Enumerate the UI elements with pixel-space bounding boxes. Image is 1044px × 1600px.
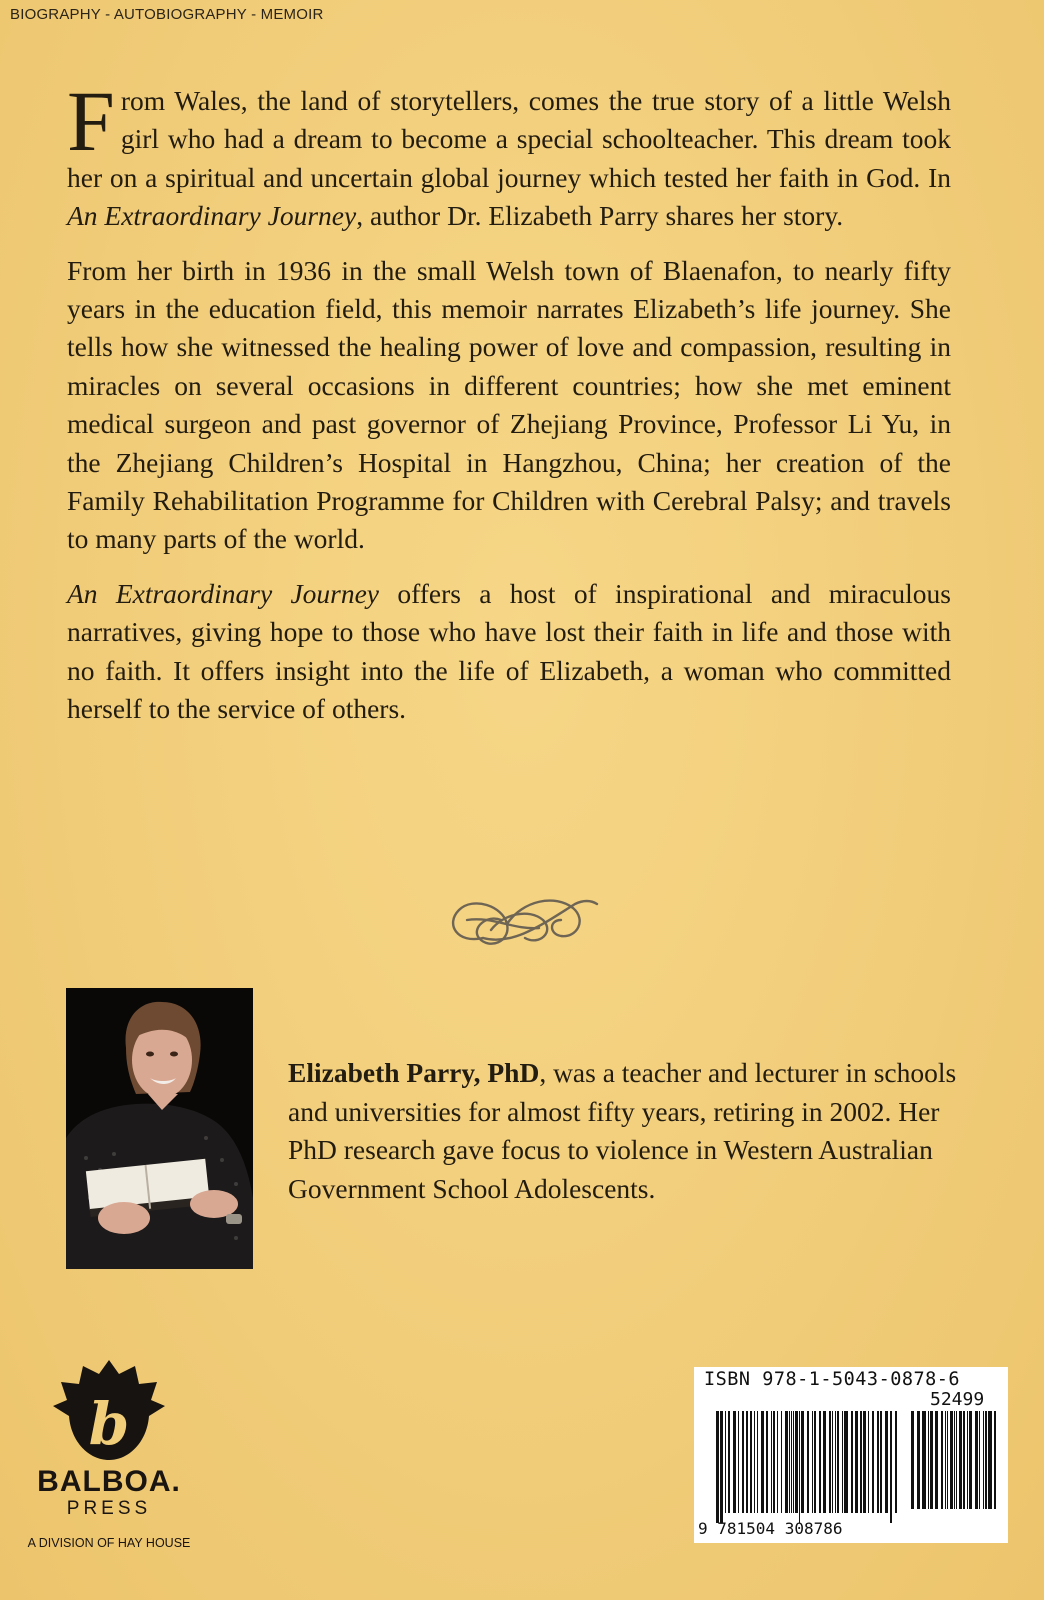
- author-portrait-image: [66, 988, 253, 1269]
- back-cover-blurb: [67, 73, 951, 745]
- isbn-barcode: [694, 1367, 1008, 1543]
- blurb-paragraph-1: [67, 73, 951, 236]
- book-title-ref: An Extraordinary Journey: [67, 200, 357, 232]
- publisher-name: BALBOA.: [37, 1465, 181, 1498]
- addon-barcode-bars: [909, 1411, 999, 1519]
- isbn-number: ISBN 978-1-5043-0878-6: [704, 1369, 961, 1390]
- blurb-p3-text: offers a host of inspirational and miraculous narratives, giving hope to those who have lost their faith in life and those with no faith. It offers insight into the life of Elizabeth, a woman who committed herself to the service of others.: [67, 577, 951, 725]
- book-title-ref: An Extraordinary Journey: [67, 577, 380, 609]
- publisher-block: [14, 1360, 204, 1550]
- author-photo: [66, 988, 253, 1269]
- publisher-division: A DIVISION OF HAY HOUSE: [27, 1536, 191, 1550]
- category-label: BIOGRAPHY - AUTOBIOGRAPHY - MEMOIR: [10, 6, 324, 23]
- blurb-p1-text-a: rom Wales, the land of storytellers, comes the true story of a little Welsh girl who had a dream to become a special schoolteacher. This dream took her on a spiritual and uncertain global journey which tested her faith in God. In: [67, 85, 951, 193]
- drop-cap: F: [67, 73, 115, 169]
- author-name: Elizabeth Parry, PhD: [288, 1057, 540, 1088]
- price-code: 52499: [930, 1389, 985, 1410]
- ean-digits: 9 781504 308786: [698, 1519, 843, 1538]
- blurb-p1-text-b: , author Dr. Elizabeth Parry shares her story.: [356, 200, 844, 232]
- flourish-ornament-icon: [443, 880, 603, 960]
- author-bio-text: , was a teacher and lecturer in schools and universities for almost fifty years, retiring in 2002. Her PhD research gave focus to violence in Western Australian Government School Adolescents.: [288, 1057, 957, 1204]
- publisher-logo-letter: b: [88, 1390, 130, 1458]
- ean-barcode-bars: [714, 1411, 900, 1523]
- lotus-logo-icon: [53, 1360, 165, 1464]
- author-bio: [288, 1054, 970, 1208]
- blurb-paragraph-3: [67, 575, 951, 729]
- publisher-subname: PRESS: [66, 1498, 152, 1519]
- blurb-paragraph-2: From her birth in 1936 in the small Welsh town of Blaenafon, to nearly fifty years in the education field, this memoir narrates Elizabeth’s life journey. She tells how she witnessed the healing power of love and compassion, resulting in miracles on several occasions in different countries; how she met eminent medical surgeon and past governor of Zhejiang Province, Professor Li Yu, in the Zhejiang Children’s Hospital in Hangzhou, China; her creation of the Family Rehabilitation Programme for Children with Cerebral Palsy; and travels to many parts of the world.: [67, 254, 951, 555]
